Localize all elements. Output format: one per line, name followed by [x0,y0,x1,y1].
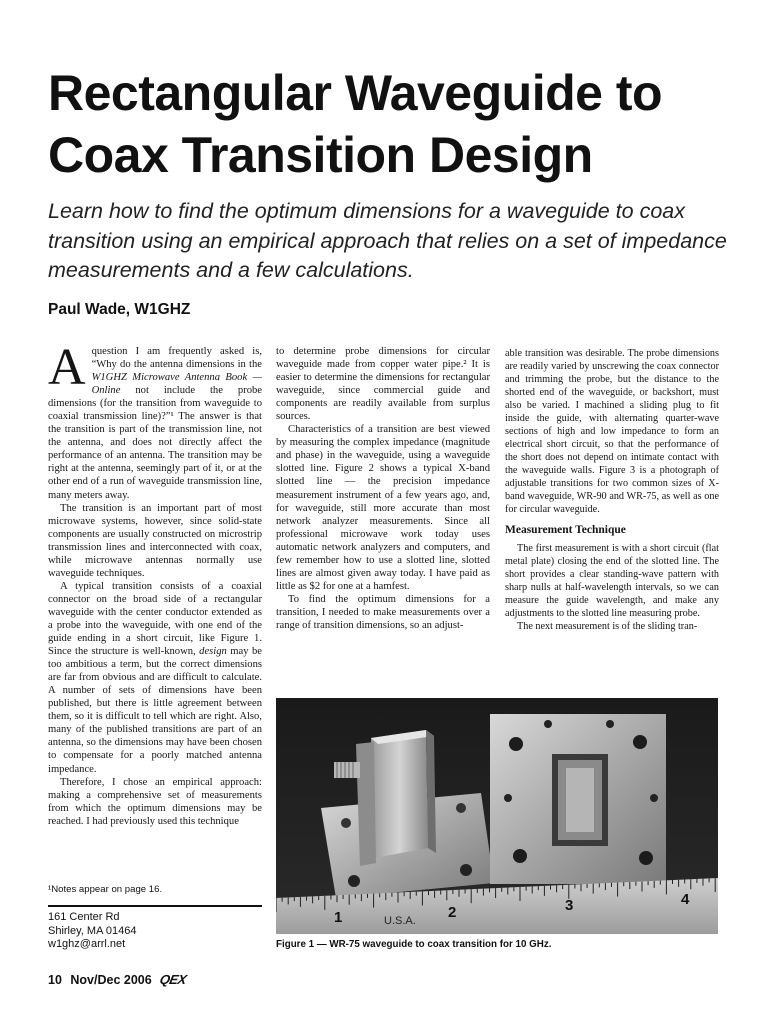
title-line-1: Rectangular Waveguide to [48,65,663,121]
issue-date: Nov/Dec 2006 [70,973,152,987]
ruler-label: U.S.A. [384,915,416,927]
emphasis: design [199,646,227,658]
ruler-mark-2: 2 [448,904,457,921]
text-column-1 [48,345,262,880]
text-run: A typical transition consists of a coaxial connector on the broad side of a rectangular waveguide with the center conductor extended as a probe into the waveguide, with one end of the guide ending in a short circuit, like Figure 1. Since the structure is well-known, [48,580,262,658]
flange-hole [633,735,647,749]
author-byline: Paul Wade, W1GHZ [48,301,191,318]
author-email: w1ghz@arrl.net [48,938,126,950]
text-run: not include the probe dimensions (for the transition from waveguide to coaxial transmission line)?”¹ The answer is that the transition is part of the transmission line, not the antenna, and does not directly affect the performance of an antenna. The transition may be right at the antenna, seemingly part of it, or at the other end of a run of waveguide transmission line, many meters away. [48,385,262,501]
figure-1-photo [276,698,718,934]
flange-hole [606,720,614,728]
paragraph: The first measurement is with a short circuit (flat metal plate) closing the end of the slotted line. The short provides a clear standing-wave pattern with sharp nulls at half-wavelength intervals, so we can measure the guide wavelength, and make any adjustments to the slotted line measuring probe. [505,543,719,619]
address-line: 161 Center Rd [48,911,120,923]
waveguide-backshort [566,768,594,832]
paragraph: To find the optimum dimensions for a transition, I needed to make measurements over a range of transition dimensions, so an adjust- [276,593,490,631]
paragraph [48,580,262,776]
flange-hole [650,794,658,802]
page-number: 10 [48,973,62,987]
flange-hole [460,864,472,876]
flange-hole [509,737,523,751]
qex-logo: QEX [158,972,188,987]
page-footer [48,972,191,987]
flange-hole [513,849,527,863]
flange-hole [341,818,351,828]
paragraph: to determine probe dimensions for circular waveguide made from copper water pipe.² It is easier to determine the dimensions for rectangular waveguide, since commercial guide and components are readily available from surplus sources. [276,346,490,423]
paragraph: The next measurement is of the sliding tran- [517,621,698,632]
text-column-2 [276,345,490,690]
footnote: ¹Notes appear on page 16. [48,884,163,895]
book-title: W1GHZ Microwave Antenna Book — Online [91,372,262,397]
text-run: question I am frequently asked is, “Why do the antenna dimensions in the [91,346,262,371]
flange-hole [504,794,512,802]
drop-cap: A [48,345,86,396]
paragraph [48,345,262,502]
paragraph: able transition was desirable. The probe dimensions are readily varied by unscrewing the coax connector and trimming the probe, but the distance to the shorted end of the waveguide, or backshort, must also be varied. I machined a sliding plug to fit inside the guide, with alternating quarter-wave sections of high and low impedance to form an electrical short circuit, so that the performance of the short does not depend on intimate contact with the waveguide walls. Figure 3 is a photograph of adjustable transitions for two common sizes of X-band waveguide, WR-90 and WR-75, as well as one for circular waveguide. [505,348,719,515]
sma-connector [334,762,360,778]
figure-caption: Figure 1 — WR-75 waveguide to coax transition for 10 GHz. [276,939,552,950]
author-address [48,911,136,952]
article-title [48,62,738,186]
paragraph: Characteristics of a transition are best viewed by measuring the complex impedance (magnitude and phase) in the waveguide, using a waveguide slotted line. Figure 2 shows a typical X-band slotted line — the precision impedance measurement instrument of a few years ago, and, for waveguide, still more accurate than most network analyzer measurements. Since all professional microwave work today uses automatic network analyzers and computers, and few remember how to use a slotted line, slotted lines are almost given away today. I have paid as little as $2 for one at a hamfest. [276,424,490,592]
paragraph: The transition is an important part of most microwave systems, however, since solid-state components are usually constructed on microstrip transmission lines and interconnected with coax, while microwave antennas normally use waveguide techniques. [48,502,262,579]
text-run: may be too ambitious a term, but the correct dimensions are far from obvious and are difficult to calculate. A number of sets of dimensions have been published, but there is little agreement between them, so it is difficult to tell which are right. Also, many of the published transitions are part of an antenna, so the dimensions may have been chosen to compensate for a poorly matched antenna impedance. [48,646,262,775]
section-heading: Measurement Technique [505,524,626,536]
waveguide-block [371,730,428,858]
flange-hole [456,803,466,813]
text-column-3 [505,347,719,692]
divider [48,905,262,907]
title-line-2: Coax Transition Design [48,127,593,183]
flange-hole [348,875,360,887]
paragraph: Therefore, I chose an empirical approach: making a comprehensive set of measurements from which the optimum dimensions may be reached. I had previously used this technique [48,776,262,827]
address-line: Shirley, MA 01464 [48,924,137,937]
flange-hole [544,720,552,728]
ruler-mark-3: 3 [565,897,574,914]
article-subtitle: Learn how to find the optimum dimensions for a waveguide to coax transition using an empirical approach that relies on a set of impedance measurements and a few calculations. [48,199,727,282]
ruler-mark-4: 4 [681,891,690,908]
flange-hole [639,851,653,865]
ruler-mark-1: 1 [334,909,343,926]
